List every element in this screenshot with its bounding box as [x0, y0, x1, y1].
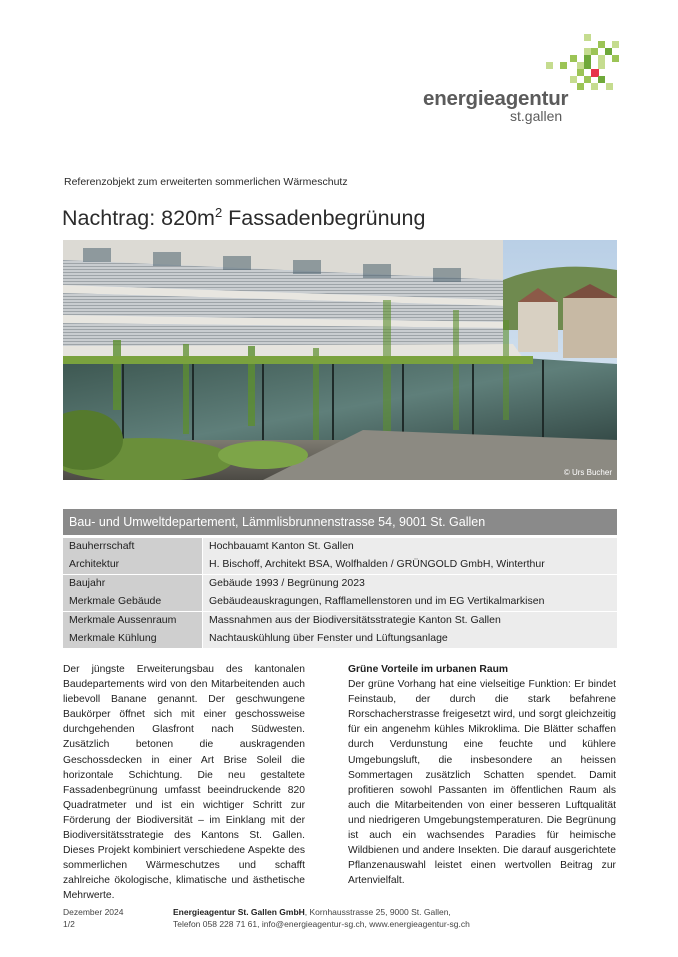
section-heading: Grüne Vorteile im urbanen Raum [348, 664, 509, 675]
row-label: Merkmale Gebäude [63, 593, 202, 611]
page-title [62, 205, 425, 231]
row-value: Gebäude 1993 / Begrünung 2023 [203, 575, 617, 593]
logo-wordmark: energieagentur [423, 87, 569, 110]
row-label: Baujahr [63, 575, 202, 593]
row-label: Merkmale Kühlung [63, 630, 202, 648]
table-row [63, 630, 617, 648]
row-value: Nachtauskühlung über Fenster und Lüftungsanlage [203, 630, 617, 648]
footer-address [173, 906, 470, 930]
logo-subline: st.gallen [510, 108, 563, 124]
body-column-left: Der jüngste Erweiterungsbau des kantonalen Baudepartements wird von den Mitarbeitenden auch liebevoll Banane genannt. Der geschwungene Baukörper öffnet sich mit einer geschossweise durchgehenden Glasfront nach Südwesten. Zusätzlich betonen die auskragenden Geschossdecken in einer Art Brise Soleil die horizontale Schichtung. Die neu gestaltete Fassadenbegrünung umfasst beeindruckende 820 Quadratmeter und ist ein wichtiger Schritt zur Förderung der Biodiversität – im Einklang mit der Biodiversitätsstrategie des Kantons St. Gallen. Dieses Projekt kombiniert verschiedene Aspekte des sommerlichen Wärmeschutzes und schafft zahlreiche ökologische, klimatische und ästhetische Mehrwerte. [63, 664, 305, 902]
row-label: Bauherrschaft [63, 538, 202, 556]
footer-street: , Kornhausstrasse 25, 9000 St. Gallen, [304, 907, 451, 917]
document-subtitle: Referenzobjekt zum erweiterten sommerlichen Wärmeschutz [64, 176, 348, 188]
table-row [63, 538, 617, 556]
logo-mosaic-icon [546, 34, 630, 94]
body-column-right [348, 662, 616, 888]
page-number: 1/2 [63, 919, 75, 929]
row-value: Massnahmen aus der Biodiversitätsstrategie Kanton St. Gallen [203, 612, 617, 630]
row-label: Merkmale Aussenraum [63, 612, 202, 630]
row-value: H. Bischoff, Architekt BSA, Wolfhalden / GRÜNGOLD GmbH, Winterthur [203, 556, 617, 574]
row-label: Architektur [63, 556, 202, 574]
table-row [63, 612, 617, 630]
building-photo [63, 240, 617, 480]
title-main: Nachtrag: 820m [62, 206, 215, 230]
photo-credit: © Urs Bucher [563, 468, 612, 477]
table-row [63, 593, 617, 611]
info-table-heading: Bau- und Umweltdepartement, Lämmlisbrunnenstrasse 54, 9001 St. Gallen [63, 509, 617, 535]
section-text: Der grüne Vorhang hat eine vielseitige Funktion: Er bindet Feinstaub, der durch die stark befahrene Rorschacherstrasse freigesetzt wird, und sorgt gleichzeitig für ein angenehm kühles Mikroklima. Die Blätter schaffen durch Verdunstung eine feuchte und kühlere Umgebungsluft, die insbesondere an heissen Sommertagen zusätzlich Schatten spendet. Damit profitieren sowohl Passanten im öffentlichen Raum als auch die Mitarbeitenden von einer besseren Luftqualität und niedrigeren Umgebungstemperaturen. Die Begrünung ist auch ein wachsendes Paradies für heimische Wildbienen und andere Insekten. Die darauf ausgerichtete Pflanzenauswahl leistet einen wertvollen Beitrag zur Artenvielfalt. [348, 679, 616, 887]
table-row [63, 575, 617, 593]
table-row [63, 556, 617, 574]
footer-contact: Telefon 058 228 71 61, info@energieagentur-sg.ch, www.energieagentur-sg.ch [173, 919, 470, 929]
row-value: Gebäudeauskragungen, Rafflamellenstoren und im EG Vertikalmarkisen [203, 593, 617, 611]
info-table [63, 538, 617, 649]
footer-date-block [63, 906, 123, 930]
footer-date: Dezember 2024 [63, 907, 124, 917]
footer-org: Energieagentur St. Gallen GmbH [173, 907, 305, 917]
title-superscript: 2 [214, 205, 223, 220]
title-rest: Fassadenbegrünung [222, 206, 426, 230]
row-value: Hochbauamt Kanton St. Gallen [203, 538, 617, 556]
